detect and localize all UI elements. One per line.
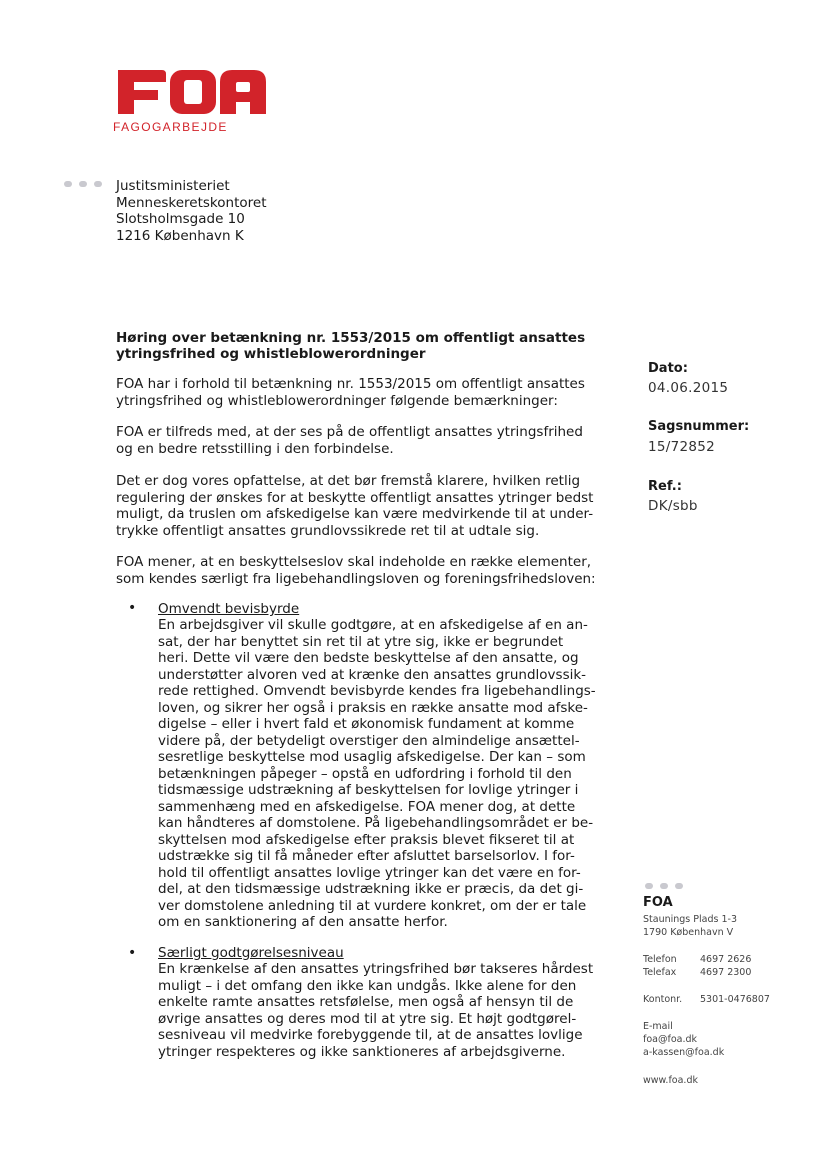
bullet-line: sammenhæng med en afskedigelse. FOA mener dog, at dette: [158, 798, 576, 815]
date-value: 04.06.2015: [648, 380, 729, 396]
bullet-line: rede rettighed. Omvendt bevisbyrde kendes fra ligebehandlings-: [158, 683, 596, 699]
logo-subtitle: FAGOGARBEJDE: [113, 120, 228, 134]
paragraph-line: som kendes særligt fra ligebehandlingsloven og foreningsfrihedsloven:: [116, 570, 596, 587]
bullet-line: loven, og sikrer her også i praksis en række ansatte mod afske-: [158, 699, 588, 716]
address-line: Slotsholmsgade 10: [116, 211, 245, 227]
bullet-line: heri. Dette vil være den bedste beskyttelse af den ansatte, og: [158, 650, 579, 666]
footer-phones: [643, 953, 751, 979]
bullet-line: videre på, der betydeligt overstiger den almindelige ansættel-: [158, 732, 580, 749]
website-link[interactable]: www.foa.dk: [643, 1075, 698, 1086]
email-link[interactable]: a-kassen@foa.dk: [643, 1047, 725, 1058]
email-link[interactable]: foa@foa.dk: [643, 1034, 698, 1045]
decorative-dots: [645, 883, 683, 889]
letter-heading: [116, 330, 596, 362]
paragraph-line: ytringsfrihed og whistleblowerordninger følgende bemærkninger:: [116, 392, 558, 409]
paragraph: [116, 376, 596, 409]
decorative-dots: [64, 181, 102, 187]
bullet-line: sat, der har benyttet sin ret til at ytre sig, ikke er begrundet: [158, 633, 564, 650]
paragraph-line: Det er dog vores opfattelse, at det bør fremstå klarere, hvilken retlig: [116, 473, 581, 489]
address-line: 1216 København K: [116, 227, 244, 244]
email-label: E-mail: [643, 1021, 673, 1032]
footer-address-line: 1790 København V: [643, 927, 734, 938]
bullet-line: En krænkelse af den ansattes ytringsfrihed bør takseres hårdest: [158, 961, 594, 977]
date-label: Dato:: [648, 361, 688, 376]
paragraph-line: FOA er tilfreds med, at der ses på de offentligt ansattes ytringsfrihed: [116, 424, 583, 440]
heading-line: Høring over betænkning nr. 1553/2015 om offentligt ansattes: [116, 330, 586, 346]
bullet-body: [158, 617, 596, 931]
address-line: Justitsministeriet: [116, 178, 230, 194]
bullet-marker: •: [128, 600, 137, 616]
bullet-body: [158, 961, 593, 1060]
bullet-line: hold til offentligt ansattes lovlige ytringer kan det være en for-: [158, 864, 581, 881]
bullet-line: del, at den tidsmæssige udstrækning ikke er præcis, da det gi-: [158, 881, 584, 897]
bullet-line: sesniveau vil medvirke forebyggende til, at de ansattes lovlige: [158, 1027, 583, 1043]
bullet-line: øvrige ansattes og deres mod til at ytre sig. Et højt godtgørel-: [158, 1010, 577, 1027]
bullet-title: Særligt godtgørelsesniveau: [158, 945, 344, 961]
foa-logo: [112, 66, 272, 118]
address-line: Menneskeretskontoret: [116, 194, 267, 211]
heading-line: ytringsfrihed og whistleblowerordninger: [116, 346, 426, 362]
paragraph-line: FOA mener, at en beskyttelseslov skal indeholde en række elementer,: [116, 554, 592, 570]
paragraph: [116, 554, 596, 587]
paragraph-line: trykke offentligt ansattes grundlovssikrede ret til at udtale sig.: [116, 522, 540, 539]
bullet-line: betænkningen påpeger – opstå en udfordring i forhold til den: [158, 765, 572, 782]
account-value: 5301-0476807: [700, 994, 770, 1005]
bullet-marker: •: [128, 945, 137, 961]
paragraph-line: regulering der ønskes for at beskytte offentligt ansattes ytringer bedst: [116, 489, 594, 506]
bullet-line: ytringer respekteres og ikke sanktioneres af arbejdsgiverne.: [158, 1043, 566, 1060]
footer-org: FOA: [643, 895, 673, 910]
paragraph-line: og en bedre retsstilling i den forbindelse.: [116, 440, 394, 457]
paragraph-line: muligt, da truslen om afskedigelse kan være medvirkende til at under-: [116, 506, 594, 522]
bullet-title: Omvendt bevisbyrde: [158, 601, 300, 617]
case-number-value: 15/72852: [648, 439, 716, 455]
phone-label: Telefon: [643, 954, 677, 965]
footer-email: [643, 1020, 724, 1059]
bullet-line: ver domstolene anledning til at vurdere konkret, om der er tale: [158, 897, 587, 914]
account-label: Kontonr.: [643, 994, 683, 1005]
bullet-line: sesretlige beskyttelse mod usaglig afskedigelse. Der kan – som: [158, 749, 586, 765]
footer-account: [643, 993, 770, 1006]
paragraph-line: FOA har i forhold til betænkning nr. 1553/2015 om offentligt ansattes: [116, 376, 585, 392]
footer-address-line: Staunings Plads 1-3: [643, 914, 737, 925]
bullet-line: enkelte ramte ansattes retsfølelse, men også af hensyn til de: [158, 994, 574, 1010]
bullet-line: om en sanktionering af den ansatte herfor.: [158, 914, 448, 930]
bullet-line: En arbejdsgiver vil skulle godtgøre, at en afskedigelse af en an-: [158, 617, 588, 633]
bullet-line: udstrække sig til få måneder efter afsluttet barselsorlov. I for-: [158, 848, 575, 864]
bullet-line: skyttelsen mod afskedigelse efter praksis blevet fikseret til at: [158, 831, 575, 848]
phone-value: 4697 2626: [700, 954, 752, 965]
bullet-line: muligt – i det omfang den ikke kan undgås. Ikke alene for den: [158, 977, 577, 994]
bullet-line: understøtter alvoren ved at krænke den ansattes grundlovssik-: [158, 666, 587, 683]
footer-address: [643, 913, 737, 939]
reference-label: Ref.:: [648, 479, 682, 494]
reference-value: DK/sbb: [648, 498, 698, 514]
case-number-label: Sagsnummer:: [648, 419, 750, 434]
paragraph: [116, 473, 596, 539]
paragraph: [116, 424, 596, 457]
bullet-line: tidsmæssige udstrækning af beskyttelsen for lovlige ytringer i: [158, 782, 579, 798]
fax-label: Telefax: [643, 967, 677, 978]
bullet-line: kan håndteres af domstolene. På ligebehandlingsområdet er be-: [158, 815, 594, 831]
bullet-line: digelse – eller i hvert fald et økonomisk fundament at komme: [158, 716, 575, 732]
fax-value: 4697 2300: [700, 967, 752, 978]
recipient-address: [116, 178, 267, 244]
